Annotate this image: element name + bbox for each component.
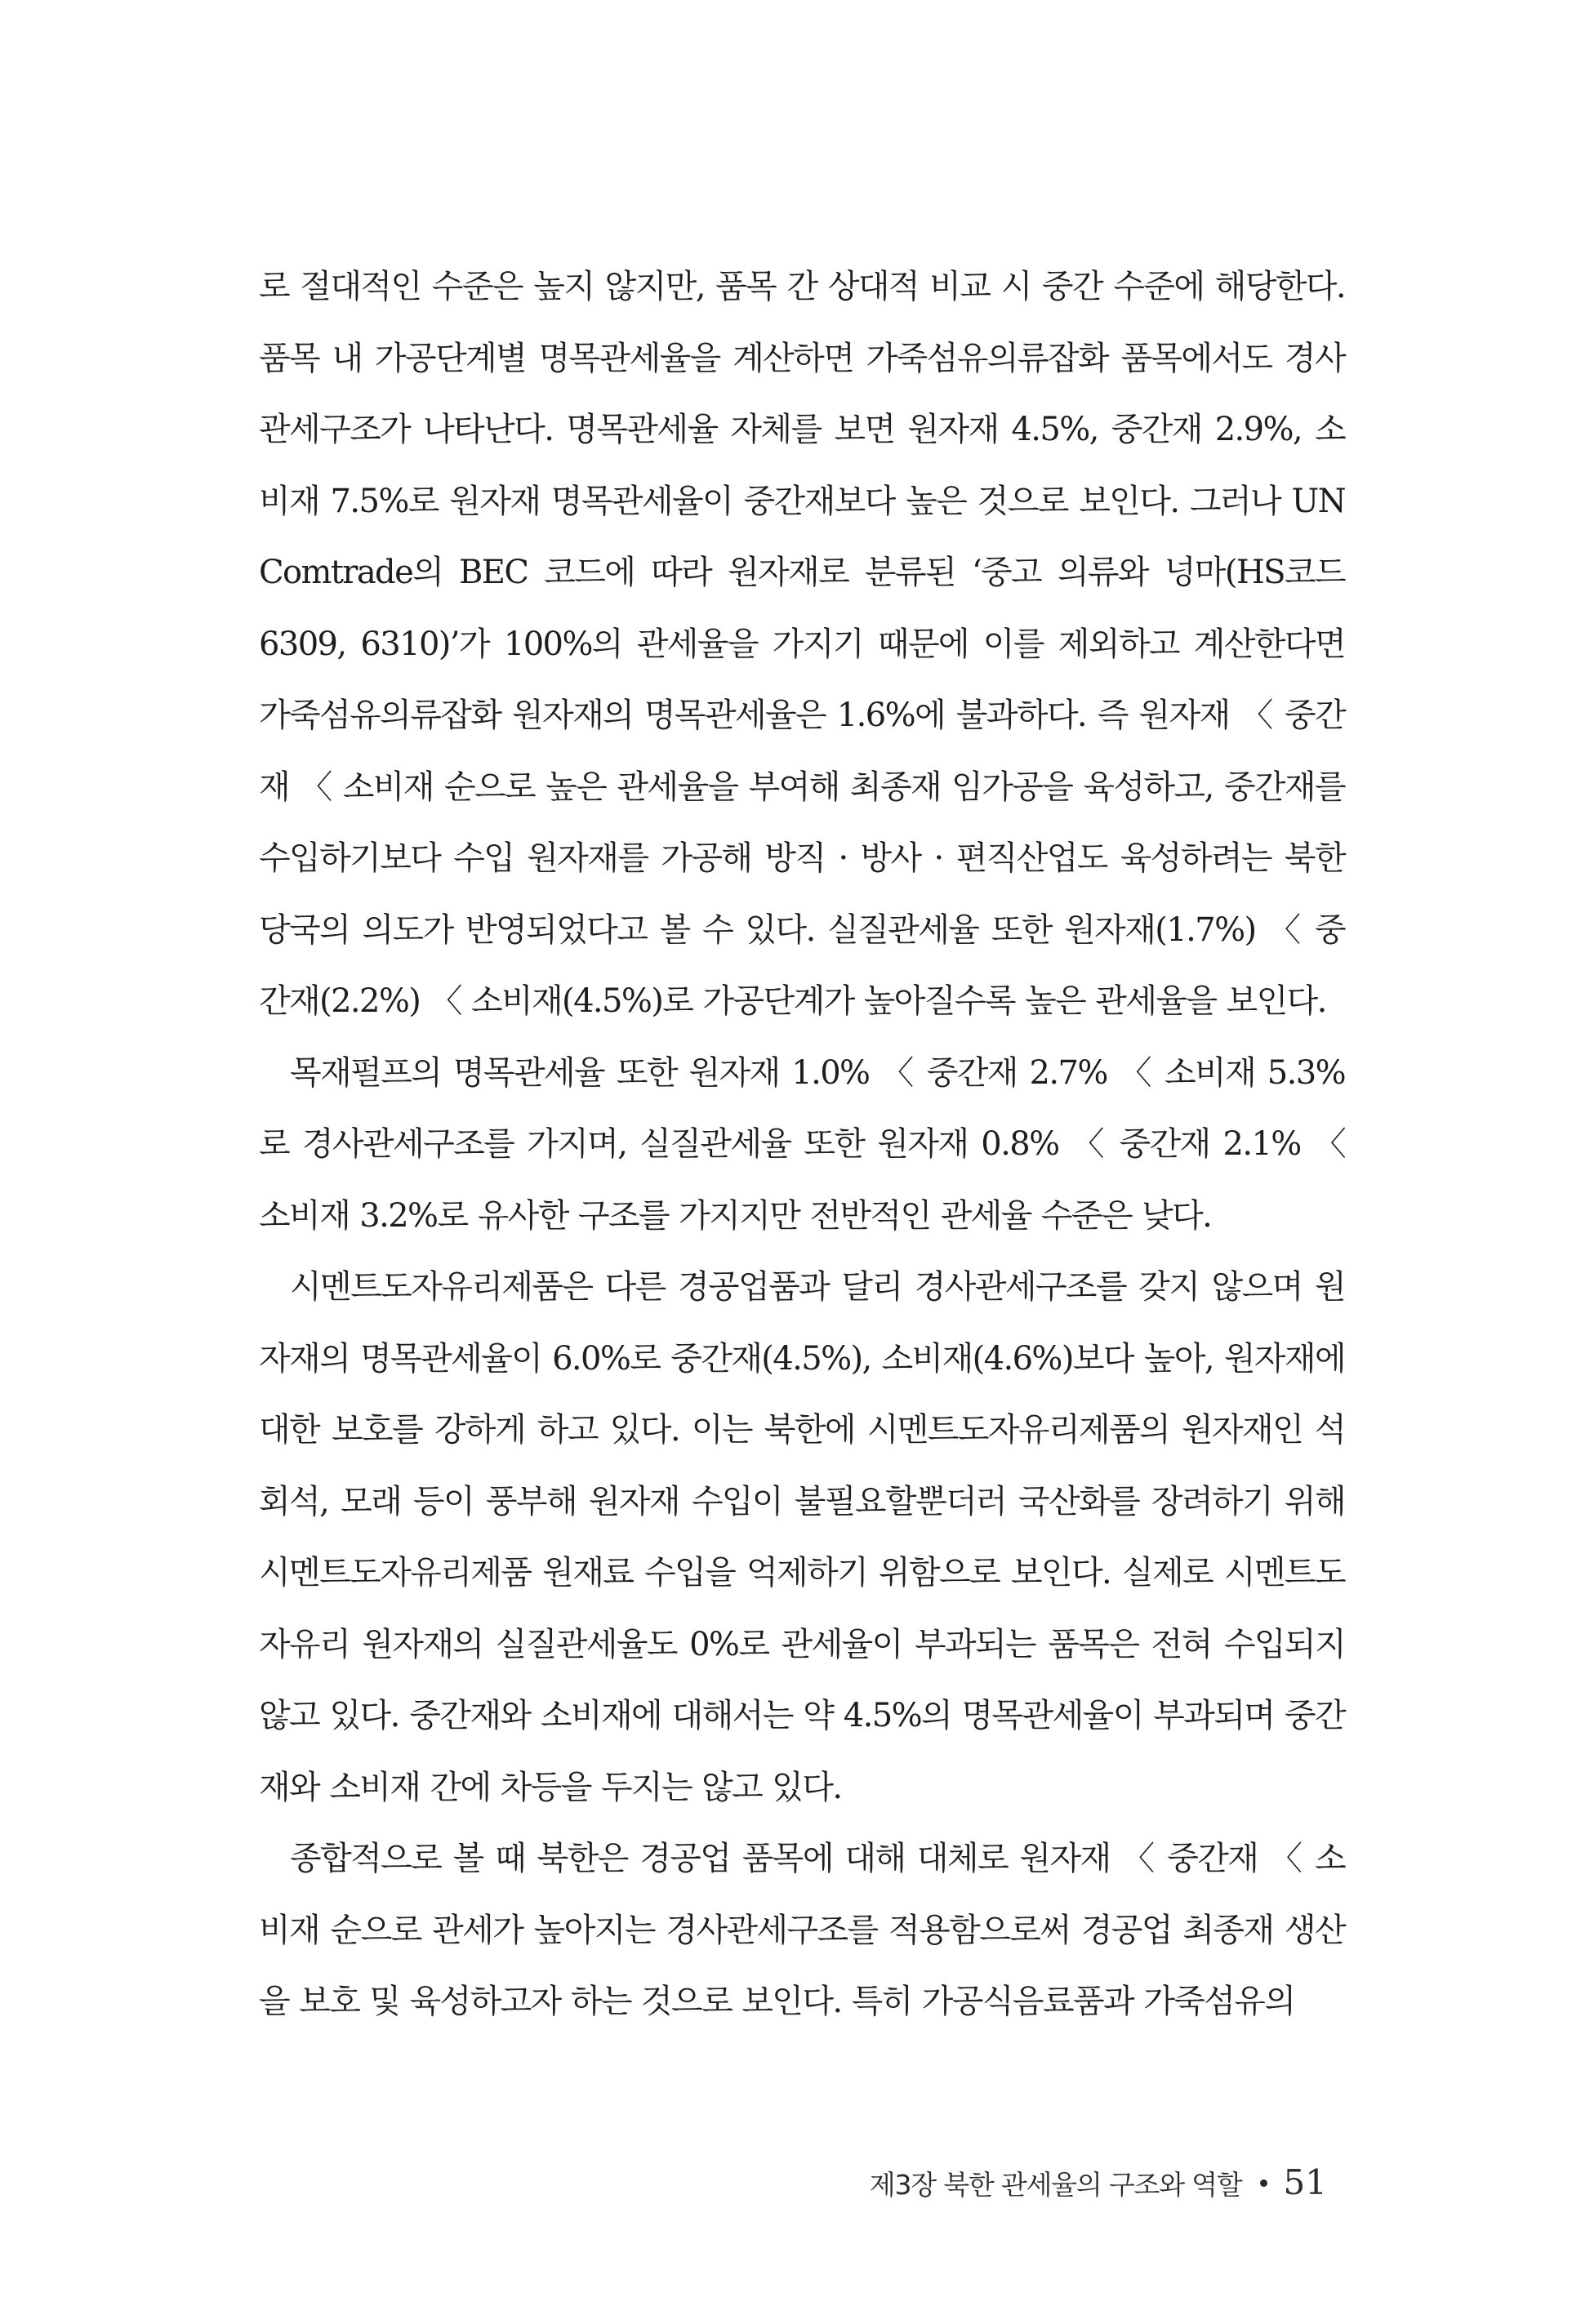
page-footer	[870, 2162, 1327, 2211]
body-paragraph-1: 로 절대적인 수준은 높지 않지만, 품목 간 상대적 비교 시 중간 수준에 해당한다. 품목 내 가공단계별 명목관세율을 계산하면 가죽섬유의류잡화 품목에서도 경사관세구조가 나타난다. 명목관세율 자체를 보면 원자재 4.5%, 중간재 2.9%, 소비재 7.5%로 원자재 명목관세율이 중간재보다 높은 것으로 보인다. 그러나 UN Comtrade의 BEC 코드에 따라 원자재로 분류된 ‘중고 의류와 넝마(HS코드 6309, 6310)’가 100%의 관세율을 가지기 때문에 이를 제외하고 계산한다면 가죽섬유의류잡화 원자재의 명목관세율은 1.6%에 불과하다. 즉 원자재 〈 중간재 〈 소비재 순으로 높은 관세율을 부여해 최종재 임가공을 육성하고, 중간재를 수입하기보다 수입 원자재를 가공해 방직 · 방사 · 편직산업도 육성하려는 북한 당국의 의도가 반영되었다고 볼 수 있다. 실질관세율 또한 원자재(1.7%) 〈 중간재(2.2%) 〈 소비재(4.5%)로 가공단계가 높아질수록 높은 관세율을 보인다.	[259, 268, 1345, 1020]
body-paragraph-2: 목재펄프의 명목관세율 또한 원자재 1.0% 〈 중간재 2.7% 〈 소비재 5.3%로 경사관세구조를 가지며, 실질관세율 또한 원자재 0.8% 〈 중간재 2.1% 〈 소비재 3.2%로 유사한 구조를 가지지만 전반적인 관세율 수준은 낮다.	[259, 1053, 1345, 1235]
body-paragraph-3: 시멘트도자유리제품은 다른 경공업품과 달리 경사관세구조를 갖지 않으며 원자재의 명목관세율이 6.0%로 중간재(4.5%), 소비재(4.6%)보다 높아, 원자재에 대한 보호를 강하게 하고 있다. 이는 북한에 시멘트도자유리제품의 원자재인 석회석, 모래 등이 풍부해 원자재 수입이 불필요할뿐더러 국산화를 장려하기 위해 시멘트도자유리제품 원재료 수입을 억제하기 위함으로 보인다. 실제로 시멘트도자유리 원자재의 실질관세율도 0%로 관세율이 부과되는 품목은 전혀 수입되지 않고 있다. 중간재와 소비재에 대해서는 약 4.5%의 명목관세율이 부과되며 중간재와 소비재 간에 차등을 두지는 않고 있다.	[259, 1268, 1345, 1806]
running-head: 제3장 북한 관세율의 구조와 역할	[869, 2169, 1242, 2201]
page-number: 51	[1283, 2162, 1327, 2202]
body-paragraph-4: 종합적으로 볼 때 북한은 경공업 품목에 대해 대체로 원자재 〈 중간재 〈 소비재 순으로 관세가 높아지는 경사관세구조를 적용함으로써 경공업 최종재 생산을 보호 및 육성하고자 하는 것으로 보인다. 특히 가공식음료품과 가죽섬유의	[259, 1840, 1345, 2020]
page-body	[259, 252, 1345, 2038]
bullet-separator-icon	[1260, 2179, 1267, 2187]
